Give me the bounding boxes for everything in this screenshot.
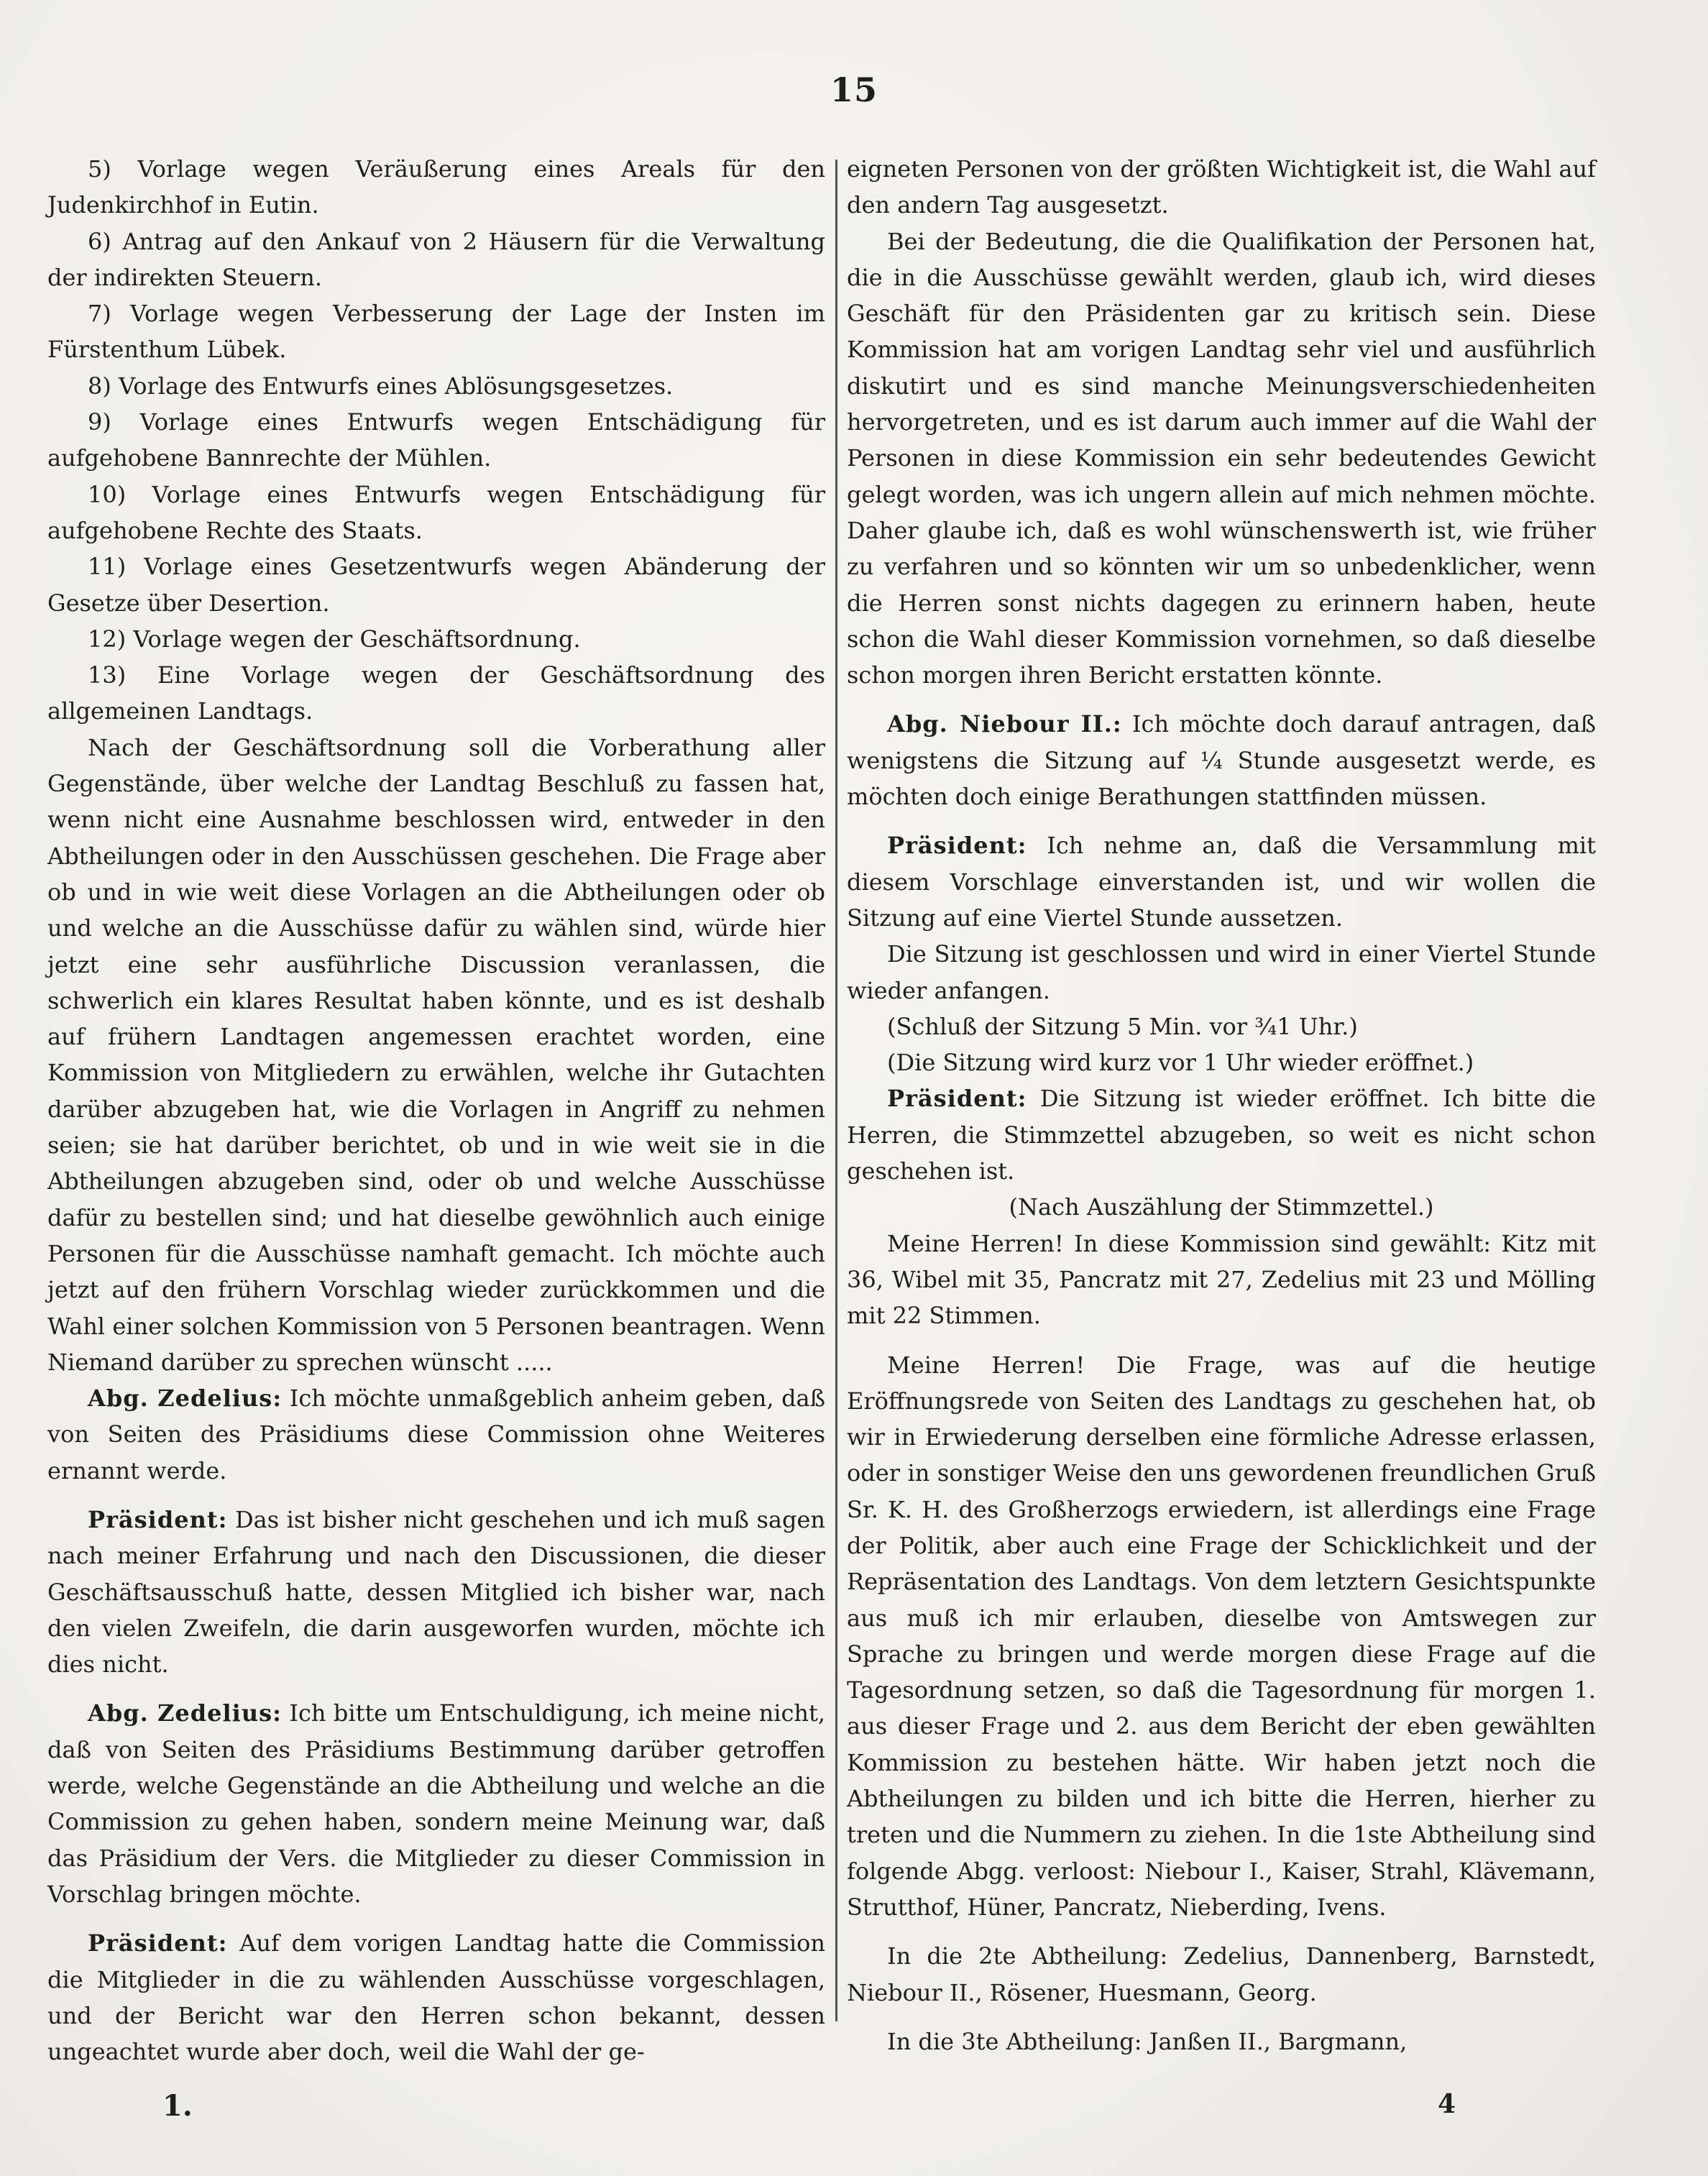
- paragraph-text: 12) Vorlage wegen der Geschäftsordnung.: [88, 625, 581, 653]
- paragraph-text: (Die Sitzung wird kurz vor 1 Uhr wieder eröffnet.): [887, 1049, 1474, 1077]
- paragraph-text: Meine Herren! In diese Kommission sind gewählt: Kitz mit 36, Wibel mit 35, Pancratz mit 27, Zedelius mit 23 und Mölling mit 22 Stimmen.: [847, 1229, 1596, 1330]
- paragraph: [847, 1045, 1596, 1080]
- speaker-name: Abg. Niebour II.:: [887, 710, 1122, 738]
- paragraph-text: 10) Vorlage eines Entwurfs wegen Entschädigung für aufgehobene Rechte des Staats.: [47, 480, 825, 544]
- paragraph-text: Auf dem vorigen Landtag hatte die Commission die Mitglieder in die zu wählenden Ausschüsse vorgeschlagen, und der Bericht war den Herren schon bekannt, dessen ungeachtet wurde aber doch, weil die Wahl der ge-: [47, 1929, 825, 2066]
- paragraph-text: Ich möchte doch darauf antragen, daß wenigstens die Sitzung auf ¼ Stunde ausgesetzt werde, es möchten doch einige Berathungen stattfinden müssen.: [847, 710, 1596, 811]
- paragraph-text: Ich nehme an, daß die Versammlung mit diesem Vorschlage einverstanden ist, und wir wollen die Sitzung auf eine Viertel Stunde aussetzen.: [847, 832, 1596, 932]
- paragraph: [847, 151, 1596, 224]
- paragraph-text: Die Sitzung ist wieder eröffnet. Ich bitte die Herren, die Stimmzettel abzugeben, so weit es nicht schon geschehen ist.: [847, 1085, 1596, 1185]
- paragraph: [847, 224, 1596, 694]
- paragraph: [47, 477, 825, 549]
- paragraph-text: 6) Antrag auf den Ankauf von 2 Häusern für die Verwaltung der indirekten Steuern.: [47, 227, 825, 291]
- paragraph-text: In die 3te Abtheilung: Janßen II., Bargmann,: [887, 2027, 1408, 2055]
- paragraph: [47, 224, 825, 296]
- paragraph-text: Nach der Geschäftsordnung soll die Vorberathung aller Gegenstände, über welche der Landtag Beschluß zu fassen hat, wenn nicht eine Ausnahme beschlossen wird, entweder in den Abtheilungen oder in den Ausschüssen geschehen. Die Frage aber ob und in wie weit diese Vorlagen an die Abtheilungen oder ob und welche an die Ausschüsse dafür zu wählen sind, würde hier jetzt eine sehr ausführliche Discussion veranlassen, die schwerlich ein klares Resultat haben könnte, und es ist deshalb auf frühern Landtagen angemessen erachtet worden, eine Kommission von Mitgliedern zu erwählen, welche ihr Gutachten darüber abzugeben hat, wie die Vorlagen in Angriff zu nehmen seien; sie hat darüber berichtet, ob und in wie weit sie in die Abtheilungen abzugeben sind, oder ob und welche Ausschüsse dafür zu bestellen sind; und hat dieselbe gewöhnlich auch einige Personen für die Ausschüsse namhaft gemacht. Ich möchte auch jetzt auf den frühern Vorschlag wieder zurückkommen und die Wahl einer solchen Kommission von 5 Personen beantragen. Wenn Niemand darüber zu sprechen wünscht .....: [47, 733, 825, 1376]
- paragraph: [47, 404, 825, 477]
- left-column: [47, 151, 825, 2070]
- paragraph-text: Die Sitzung ist geschlossen und wird in einer Viertel Stunde wieder anfangen.: [847, 940, 1596, 1004]
- right-column: [847, 151, 1596, 2060]
- paragraph-text: 13) Eine Vorlage wegen der Geschäftsordnung des allgemeinen Landtags.: [47, 661, 825, 725]
- paragraph: [847, 1226, 1596, 1334]
- paragraph: [47, 368, 825, 404]
- paragraph-text: In die 2te Abtheilung: Zedelius, Dannenberg, Barnstedt, Niebour II., Rösener, Huesmann, Georg.: [847, 1942, 1596, 2006]
- paragraph-text: (Schluß der Sitzung 5 Min. vor ¾1 Uhr.): [887, 1012, 1358, 1040]
- speaker-name: Abg. Zedelius:: [88, 1385, 283, 1413]
- paragraph: [47, 730, 825, 1380]
- paragraph: [47, 1380, 825, 1489]
- paragraph-text: 9) Vorlage eines Entwurfs wegen Entschädigung für aufgehobene Bannrechte der Mühlen.: [47, 408, 825, 472]
- paragraph: [847, 1009, 1596, 1045]
- paragraph: [47, 621, 825, 657]
- paragraph-text: 5) Vorlage wegen Veräußerung eines Areals für den Judenkirchhof in Eutin.: [47, 155, 825, 219]
- paragraph-text: (Nach Auszählung der Stimmzettel.): [1009, 1193, 1434, 1221]
- paragraph: [47, 1925, 825, 2070]
- paragraph: [847, 1938, 1596, 2011]
- speaker-name: Präsident:: [88, 1505, 228, 1533]
- speaker-name: Präsident:: [887, 832, 1027, 860]
- paragraph-text: Ich möchte unmaßgeblich anheim geben, daß von Seiten des Präsidiums diese Commission ohne Weiteres ernannt werde.: [47, 1385, 825, 1484]
- paragraph-text: Meine Herren! Die Frage, was auf die heutige Eröffnungsrede von Seiten des Landtags zu geschehen hat, ob wir in Erwiederung derselben eine förmliche Adresse erlassen, oder in sonstiger Weise den uns gewordenen freundlichen Gruß Sr. K. H. des Großherzogs erwiedern, ist allerdings eine Frage der Politik, aber auch eine Frage der Schicklichkeit und der Repräsentation des Landtags. Von dem letztern Gesichtspunkte aus muß ich mir erlauben, dieselbe von Amtswegen zur Sprache zu bringen und werde morgen diese Frage auf die Tagesordnung setzen, so daß die Tagesordnung für morgen 1. aus dieser Frage und 2. aus dem Bericht der eben gewählten Kommission zu bestehen hätte. Wir haben jetzt noch die Abtheilungen zu bilden und ich bitte die Herren, hierher zu treten und die Nummern zu ziehen. In die 1ste Abtheilung sind folgende Abgg. verloost: Niebour I., Kaiser, Strahl, Klävemann, Strutthof, Hüner, Pancratz, Nieberding, Ivens.: [847, 1351, 1596, 1921]
- paragraph-text: eigneten Personen von der größten Wichtigkeit ist, die Wahl auf den andern Tag ausgesetzt.: [847, 155, 1596, 219]
- paragraph-text: 8) Vorlage des Entwurfs eines Ablösungsgesetzes.: [88, 372, 674, 400]
- paragraph: [47, 1502, 825, 1682]
- paragraph-text: Bei der Bedeutung, die die Qualifikation der Personen hat, die in die Ausschüsse gewählt werden, glaub ich, wird dieses Geschäft für den Präsidenten gar zu kritisch sein. Diese Kommission hat am vorigen Landtag sehr viel und ausführlich diskutirt und es sind manche Meinungsverschiedenheiten hervorgetreten, und es ist darum auch immer auf die Wahl der Personen in diese Kommission ein sehr bedeutendes Gewicht gelegt worden, was ich ungern allein auf mich nehmen möchte. Daher glaube ich, daß es wohl wünschenswerth ist, wie früher zu verfahren und so könnten wir um so unbedenklicher, wenn die Herren sonst nichts dagegen zu erinnern haben, heute schon die Wahl dieser Kommission vornehmen, so daß dieselbe schon morgen ihren Bericht erstatten könnte.: [847, 227, 1596, 689]
- paragraph-text: 7) Vorlage wegen Verbesserung der Lage der Insten im Fürstenthum Lübek.: [47, 300, 825, 364]
- paragraph: [847, 2024, 1596, 2060]
- paragraph: [847, 827, 1596, 936]
- paragraph: [847, 706, 1596, 814]
- paragraph-text: Ich bitte um Entschuldigung, ich meine nicht, daß von Seiten des Präsidiums Bestimmung darüber getroffen werde, welche Gegenstände an die Abtheilung und welche an die Commission zu gehen haben, sondern meine Meinung war, daß das Präsidium der Vers. die Mitglieder zu dieser Commission in Vorschlag bringen möchte.: [47, 1699, 826, 1908]
- paragraph: [47, 548, 825, 621]
- paragraph: [47, 1695, 825, 1912]
- speaker-name: Abg. Zedelius:: [88, 1699, 282, 1727]
- paragraph: [847, 1347, 1596, 1926]
- paragraph-text: 11) Vorlage eines Gesetzentwurfs wegen Abänderung der Gesetze über Desertion.: [47, 553, 825, 617]
- paragraph: [47, 151, 825, 224]
- page-number: 15: [830, 70, 878, 109]
- column-divider: [835, 160, 837, 2021]
- paragraph: [847, 936, 1596, 1009]
- paragraph: [847, 1080, 1596, 1189]
- signature-mark-right: 4: [1438, 2089, 1456, 2119]
- paragraph: [847, 1189, 1596, 1225]
- paragraph-text: Das ist bisher nicht geschehen und ich muß sagen nach meiner Erfahrung und nach den Discussionen, die dieser Geschäftsausschuß hatte, dessen Mitglied ich bisher war, nach den vielen Zweifeln, die darin ausgeworfen wurden, möchte ich dies nicht.: [47, 1505, 825, 1679]
- paragraph: [47, 657, 825, 730]
- speaker-name: Präsident:: [88, 1929, 228, 1957]
- signature-mark-left: 1.: [162, 2089, 193, 2123]
- paragraph: [47, 295, 825, 368]
- speaker-name: Präsident:: [887, 1085, 1027, 1113]
